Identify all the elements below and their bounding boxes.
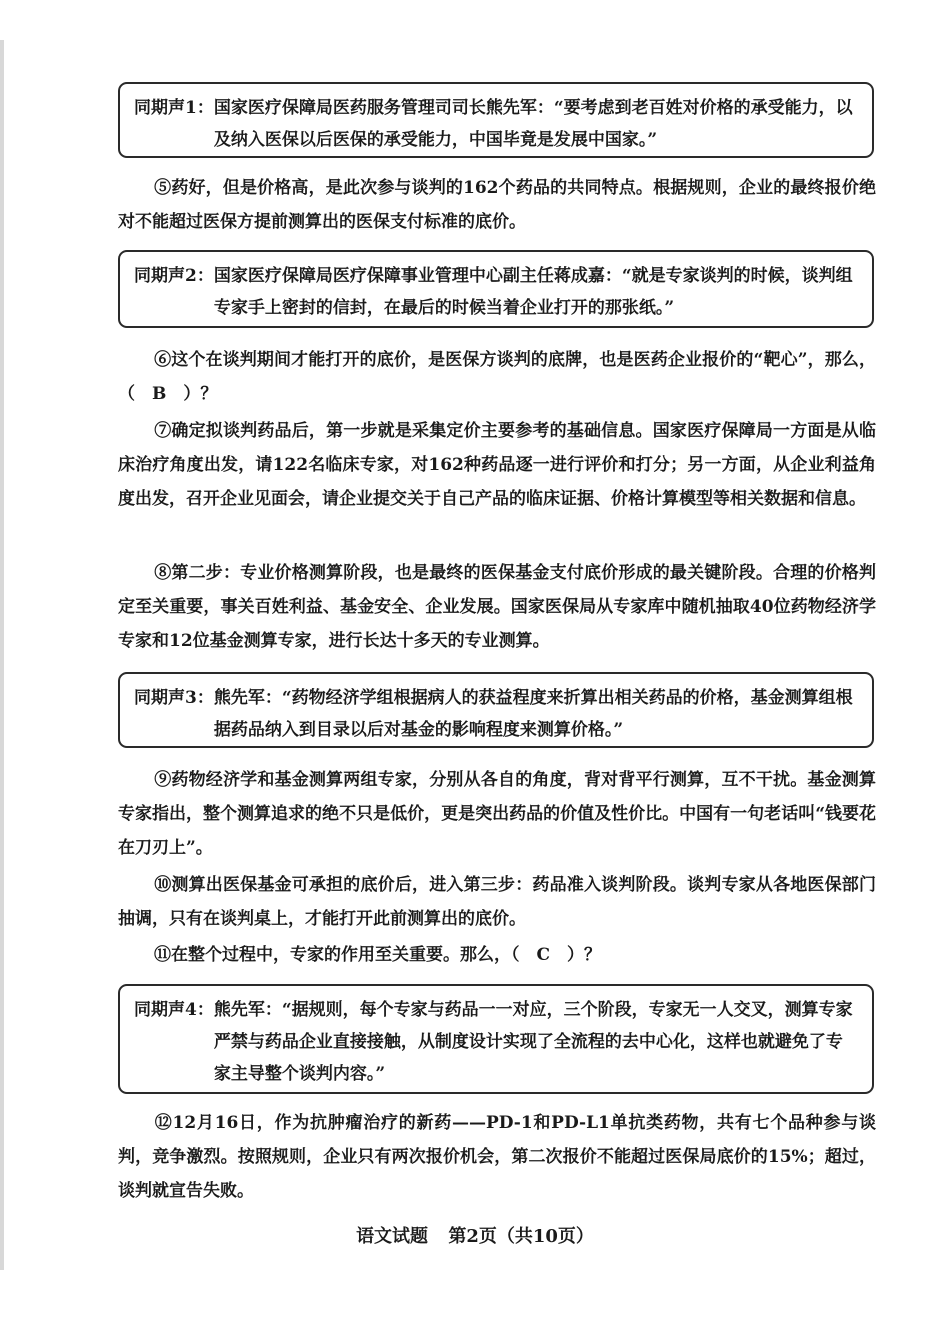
sound-bite-text: 熊先军：“据规则，每个专家与药品一一对应，三个阶段，专家无一人交叉，测算专家严禁与药品企业直接接触，从制度设计实现了全流程的去中心化，这样也就避免了专家主导整个谈判内容。” [213,1000,853,1084]
footer-page-number: 第2页（共10页） [448,1226,594,1247]
sound-bite-box-2 [118,250,874,328]
paragraph-text: ⑩测算出医保基金可承担的底价后，进入第三步：药品准入谈判阶段。谈判专家从各地医保部门抽调，只有在谈判桌上，才能打开此前测算出的底价。 [118,875,876,929]
sound-bite-text: 熊先军：“药物经济学组根据病人的获益程度来折算出相关药品的价格，基金测算组根据药品纳入到目录以后对基金的影响程度来测算价格。” [213,688,853,740]
paragraph-text: ⑦确定拟谈判药品后，第一步就是采集定价主要参考的基础信息。国家医疗保障局一方面是从临床治疗角度出发，请122名临床专家，对162种药品逐一进行评价和打分；另一方面，从企业利益角度出发，召开企业见面会，请企业提交关于自己产品的临床证据、价格计算模型等相关数据和信息。 [118,421,876,509]
paragraph-text: ⑥这个在谈判期间才能打开的底价，是医保方谈判的底牌，也是医药企业报价的“靶心”，那么，（ B ）？ [118,350,876,404]
sound-bite-label: 同期声2： [134,266,214,286]
paragraph-text: ⑨药物经济学和基金测算两组专家，分别从各自的角度，背对背平行测算，互不干扰。基金测算专家指出，整个测算追求的绝不只是低价，更是突出药品的价值及性价比。中国有一句老话叫“钱要花在刀刃上”。 [118,770,876,858]
paragraph-text: ⑧第二步：专业价格测算阶段，也是最终的医保基金支付底价形成的最关键阶段。合理的价格判定至关重要，事关百姓利益、基金安全、企业发展。国家医保局从专家库中随机抽取40位药物经济学专家和12位基金测算专家，进行长达十多天的专业测算。 [118,563,876,651]
page-footer [0,1222,950,1248]
footer-subject: 语文试题 [356,1226,429,1247]
paragraph-11 [118,938,876,972]
sound-bite-label: 同期声3： [134,688,214,708]
paragraph-6 [118,343,876,411]
sound-bite-text: 国家医疗保障局医药服务管理司司长熊先军：“要考虑到老百姓对价格的承受能力，以及纳入医保以后医保的承受能力，中国毕竟是发展中国家。” [213,98,853,150]
paragraph-10 [118,868,876,936]
paragraph-text: ⑫12月16日，作为抗肿瘤治疗的新药——PD-1和PD-L1单抗类药物，共有七个品种参与谈判，竞争激烈。按照规则，企业只有两次报价机会，第二次报价不能超过医保局底价的15%；超过，谈判就宣告失败。 [118,1113,876,1201]
paragraph-8 [118,556,876,658]
paragraph-12 [118,1106,876,1208]
sound-bite-label: 同期声1： [134,98,214,118]
paragraph-text: ⑤药好，但是价格高，是此次参与谈判的162个药品的共同特点。根据规则，企业的最终报价绝对不能超过医保方提前测算出的医保支付标准的底价。 [118,178,876,232]
paragraph-9 [118,763,876,865]
paragraph-7 [118,414,876,516]
sound-bite-label: 同期声4： [134,1000,214,1020]
paragraph-5 [118,171,876,239]
sound-bite-box-1 [118,82,874,158]
sound-bite-text: 国家医疗保障局医疗保障事业管理中心副主任蒋成嘉：“就是专家谈判的时候，谈判组专家手上密封的信封，在最后的时候当着企业打开的那张纸。” [213,266,853,318]
scan-edge [0,40,4,1270]
sound-bite-box-4 [118,984,874,1094]
sound-bite-box-3 [118,672,874,748]
paragraph-text: ⑪在整个过程中，专家的作用至关重要。那么，（ C ）？ [154,945,602,965]
